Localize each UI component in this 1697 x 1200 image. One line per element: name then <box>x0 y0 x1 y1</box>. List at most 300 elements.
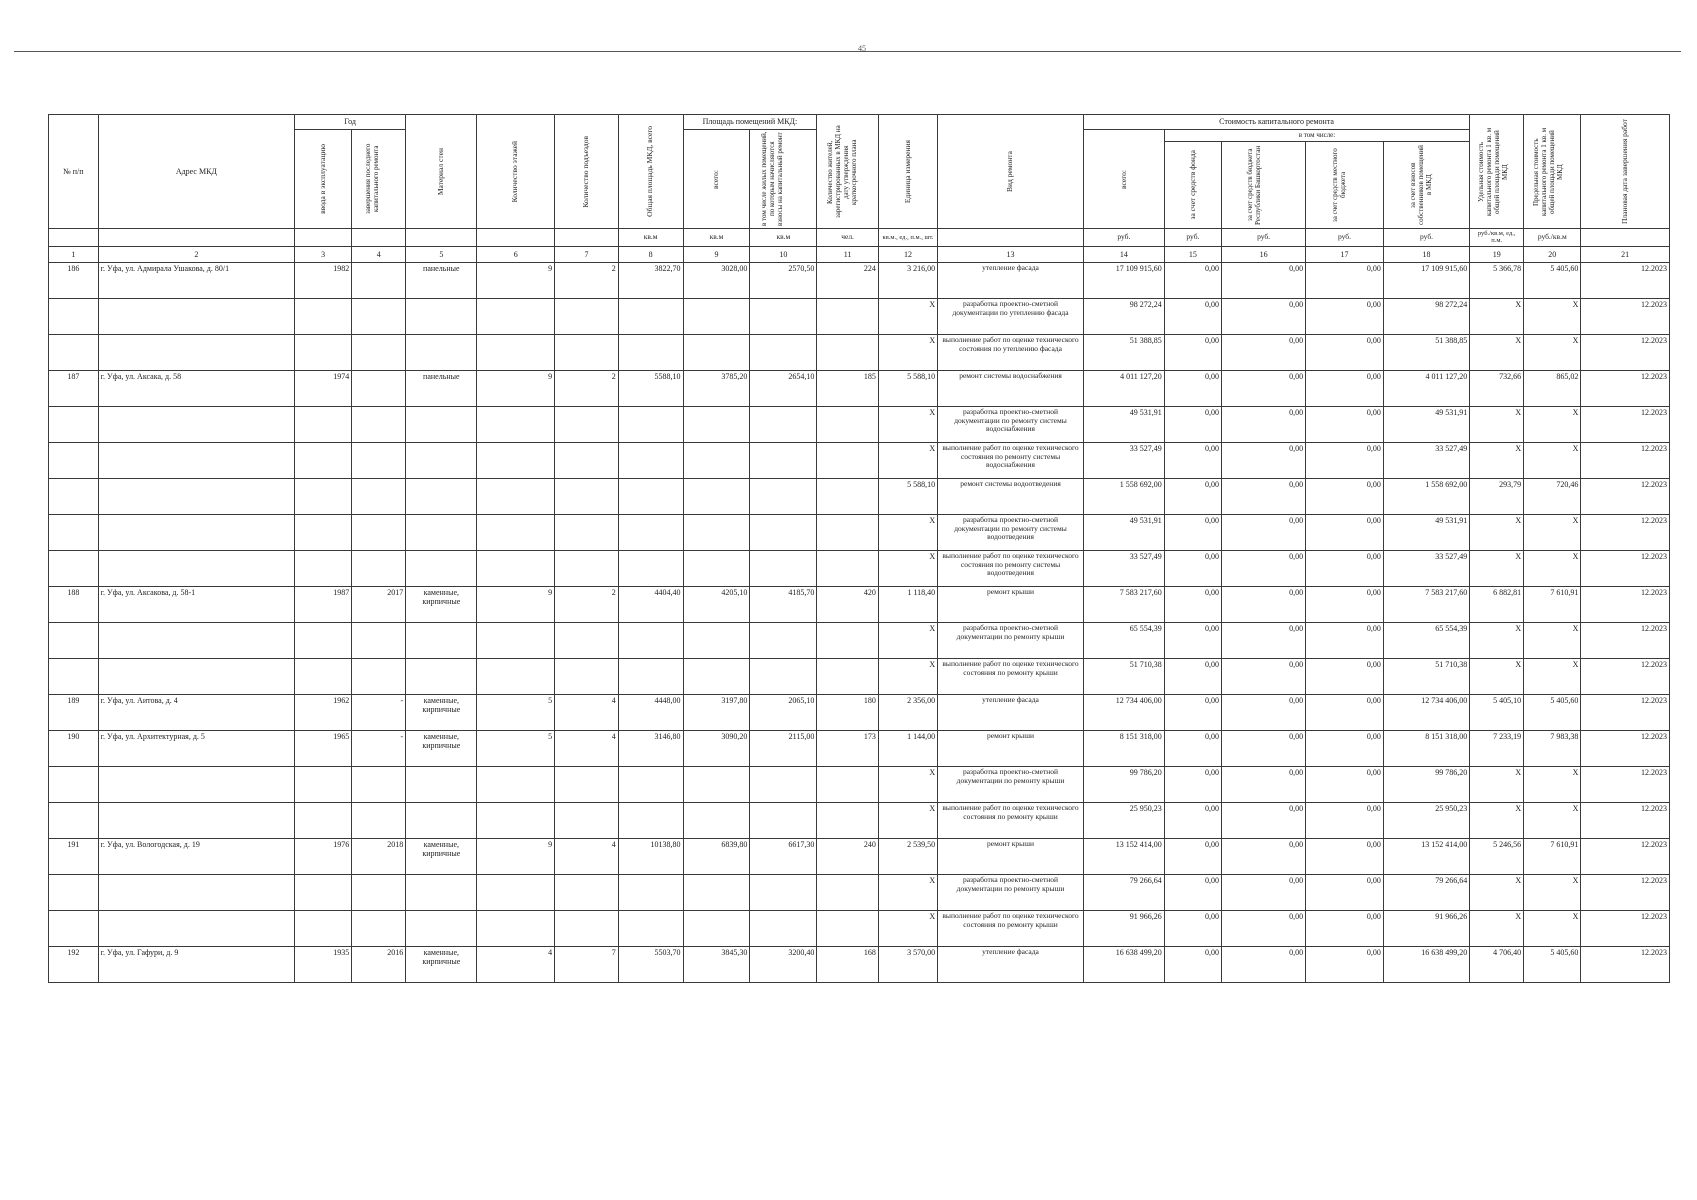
measure-cell: X <box>878 298 937 334</box>
floors-cell: 4 <box>477 946 555 982</box>
header-cost-group: Стоимость капитального ремонта <box>1083 115 1469 130</box>
entrances-cell <box>555 550 619 586</box>
cost-owners-cell: 33 527,49 <box>1383 550 1469 586</box>
col-number: 16 <box>1221 246 1305 262</box>
total-area-cell <box>618 442 683 478</box>
floors-cell <box>477 406 555 442</box>
living-area-cell <box>750 478 817 514</box>
cost-total-cell: 99 786,20 <box>1083 766 1164 802</box>
header-premises-total: всего: <box>683 130 750 229</box>
address-cell: г. Уфа, ул. Аитова, д. 4 <box>98 694 294 730</box>
date-cell: 12.2023 <box>1581 334 1670 370</box>
work-type-cell: разработка проектно-сметной документации по ремонту крыши <box>938 766 1084 802</box>
date-cell: 12.2023 <box>1581 478 1670 514</box>
cost-owners-cell: 98 272,24 <box>1383 298 1469 334</box>
cost-owners-cell: 13 152 414,00 <box>1383 838 1469 874</box>
unit-cost-cell: 4 706,40 <box>1470 946 1524 982</box>
work-type-cell: утепление фасада <box>938 262 1084 298</box>
max-cost-cell: X <box>1524 334 1581 370</box>
unit-cost-cell: X <box>1470 406 1524 442</box>
col-number: 2 <box>98 246 294 262</box>
header-total-area: Общая площадь МКД, всего <box>618 115 683 229</box>
unit-cell: кв.м., ед., п.м., шт. <box>878 229 937 247</box>
residents-cell <box>817 478 879 514</box>
living-area-cell: 2570,50 <box>750 262 817 298</box>
table-row <box>49 766 1670 802</box>
col-number: 13 <box>938 246 1084 262</box>
cost-owners-cell: 49 531,91 <box>1383 514 1469 550</box>
wall-material-cell: каменные, кирпичные <box>406 838 477 874</box>
cost-rb-cell: 0,00 <box>1221 910 1305 946</box>
year-repair-cell <box>352 298 406 334</box>
cost-rb-cell: 0,00 <box>1221 946 1305 982</box>
premises-area-cell <box>683 406 750 442</box>
row-number: 191 <box>49 838 99 874</box>
cost-owners-cell: 33 527,49 <box>1383 442 1469 478</box>
living-area-cell <box>750 514 817 550</box>
entrances-cell <box>555 874 619 910</box>
cost-rb-cell: 0,00 <box>1221 478 1305 514</box>
cost-rb-cell: 0,00 <box>1221 802 1305 838</box>
entrances-cell: 4 <box>555 838 619 874</box>
address-cell <box>98 874 294 910</box>
work-type-cell: выполнение работ по оценке технического состояния по ремонту крыши <box>938 802 1084 838</box>
col-number: 15 <box>1164 246 1221 262</box>
header-date: Плановая дата завершения работ <box>1581 115 1670 229</box>
cost-total-cell: 33 527,49 <box>1083 550 1164 586</box>
cost-total-cell: 79 266,64 <box>1083 874 1164 910</box>
floors-cell <box>477 802 555 838</box>
max-cost-cell: X <box>1524 298 1581 334</box>
unit-cost-cell: 5 366,78 <box>1470 262 1524 298</box>
living-area-cell: 3200,40 <box>750 946 817 982</box>
row-number <box>49 622 99 658</box>
work-type-cell: ремонт крыши <box>938 586 1084 622</box>
unit-cell: кв.м <box>750 229 817 247</box>
table-row <box>49 874 1670 910</box>
date-cell: 12.2023 <box>1581 946 1670 982</box>
year-commission-cell: 1965 <box>295 730 352 766</box>
residents-cell: 420 <box>817 586 879 622</box>
cost-fund-cell: 0,00 <box>1164 910 1221 946</box>
total-area-cell <box>618 334 683 370</box>
work-type-cell: ремонт системы водоснабжения <box>938 370 1084 406</box>
floors-cell <box>477 658 555 694</box>
wall-material-cell: каменные, кирпичные <box>406 730 477 766</box>
year-repair-cell <box>352 262 406 298</box>
cost-fund-cell: 0,00 <box>1164 658 1221 694</box>
row-number <box>49 658 99 694</box>
work-type-cell: утепление фасада <box>938 946 1084 982</box>
premises-area-cell <box>683 442 750 478</box>
table-row <box>49 406 1670 442</box>
floors-cell: 9 <box>477 370 555 406</box>
measure-cell: X <box>878 442 937 478</box>
entrances-cell: 7 <box>555 946 619 982</box>
header-address: Адрес МКД <box>98 115 294 229</box>
total-area-cell <box>618 406 683 442</box>
cost-rb-cell: 0,00 <box>1221 766 1305 802</box>
col-number: 20 <box>1524 246 1581 262</box>
wall-material-cell <box>406 298 477 334</box>
cost-total-cell: 13 152 414,00 <box>1083 838 1164 874</box>
unit-cell: руб. <box>1221 229 1305 247</box>
living-area-cell <box>750 298 817 334</box>
table-row <box>49 658 1670 694</box>
cost-fund-cell: 0,00 <box>1164 406 1221 442</box>
premises-area-cell: 3845,30 <box>683 946 750 982</box>
col-number: 11 <box>817 246 879 262</box>
measure-cell: X <box>878 766 937 802</box>
year-commission-cell <box>295 406 352 442</box>
table-row <box>49 298 1670 334</box>
address-cell <box>98 658 294 694</box>
work-type-cell: разработка проектно-сметной документации по утеплению фасада <box>938 298 1084 334</box>
residents-cell <box>817 514 879 550</box>
row-number: 192 <box>49 946 99 982</box>
max-cost-cell: X <box>1524 550 1581 586</box>
cost-owners-cell: 51 388,85 <box>1383 334 1469 370</box>
wall-material-cell <box>406 622 477 658</box>
entrances-cell <box>555 802 619 838</box>
cost-local-cell: 0,00 <box>1306 514 1384 550</box>
residents-cell: 168 <box>817 946 879 982</box>
table-row <box>49 622 1670 658</box>
cost-local-cell: 0,00 <box>1306 442 1384 478</box>
year-commission-cell <box>295 442 352 478</box>
unit-cost-cell: 732,66 <box>1470 370 1524 406</box>
date-cell: 12.2023 <box>1581 622 1670 658</box>
header-cost-local: за счет средств местного бюджета <box>1306 141 1384 228</box>
floors-cell <box>477 334 555 370</box>
cost-owners-cell: 65 554,39 <box>1383 622 1469 658</box>
residents-cell <box>817 298 879 334</box>
entrances-cell <box>555 298 619 334</box>
date-cell: 12.2023 <box>1581 442 1670 478</box>
cost-fund-cell: 0,00 <box>1164 586 1221 622</box>
row-number <box>49 298 99 334</box>
entrances-cell <box>555 910 619 946</box>
entrances-cell <box>555 442 619 478</box>
work-type-cell: ремонт крыши <box>938 730 1084 766</box>
year-commission-cell: 1935 <box>295 946 352 982</box>
unit-cost-cell: 5 405,10 <box>1470 694 1524 730</box>
header-cost-owners: за счет взносов собственников помещений в МКД <box>1383 141 1469 228</box>
residents-cell: 173 <box>817 730 879 766</box>
max-cost-cell: X <box>1524 514 1581 550</box>
cost-local-cell: 0,00 <box>1306 586 1384 622</box>
cost-total-cell: 1 558 692,00 <box>1083 478 1164 514</box>
page-number: 45 <box>858 44 866 53</box>
cost-total-cell: 65 554,39 <box>1083 622 1164 658</box>
row-number <box>49 478 99 514</box>
floors-cell <box>477 874 555 910</box>
table-row <box>49 334 1670 370</box>
wall-material-cell <box>406 514 477 550</box>
floors-cell <box>477 550 555 586</box>
residents-cell <box>817 874 879 910</box>
residents-cell <box>817 910 879 946</box>
work-type-cell: разработка проектно-сметной документации по ремонту крыши <box>938 874 1084 910</box>
residents-cell <box>817 334 879 370</box>
address-cell <box>98 910 294 946</box>
measure-cell: X <box>878 658 937 694</box>
measure-cell: 5 588,10 <box>878 370 937 406</box>
max-cost-cell: X <box>1524 802 1581 838</box>
premises-area-cell <box>683 550 750 586</box>
header-work: Вид ремонта <box>938 115 1084 229</box>
unit-cell: руб. <box>1164 229 1221 247</box>
col-number: 21 <box>1581 246 1670 262</box>
row-number: 189 <box>49 694 99 730</box>
wall-material-cell <box>406 478 477 514</box>
table-row <box>49 442 1670 478</box>
max-cost-cell: X <box>1524 622 1581 658</box>
date-cell: 12.2023 <box>1581 694 1670 730</box>
year-commission-cell: 1962 <box>295 694 352 730</box>
col-number: 12 <box>878 246 937 262</box>
year-repair-cell: - <box>352 694 406 730</box>
cost-total-cell: 12 734 406,00 <box>1083 694 1164 730</box>
total-area-cell <box>618 802 683 838</box>
table-row <box>49 370 1670 406</box>
unit-cell: руб. <box>1383 229 1469 247</box>
floors-cell: 5 <box>477 730 555 766</box>
col-number: 7 <box>555 246 619 262</box>
residents-cell <box>817 802 879 838</box>
table-row <box>49 802 1670 838</box>
cost-local-cell: 0,00 <box>1306 262 1384 298</box>
premises-area-cell: 4205,10 <box>683 586 750 622</box>
total-area-cell: 5503,70 <box>618 946 683 982</box>
date-cell: 12.2023 <box>1581 874 1670 910</box>
year-repair-cell <box>352 622 406 658</box>
date-cell: 12.2023 <box>1581 298 1670 334</box>
address-cell: г. Уфа, ул. Архитектурная, д. 5 <box>98 730 294 766</box>
cost-fund-cell: 0,00 <box>1164 550 1221 586</box>
cost-owners-cell: 16 638 499,20 <box>1383 946 1469 982</box>
cost-total-cell: 49 531,91 <box>1083 406 1164 442</box>
cost-fund-cell: 0,00 <box>1164 298 1221 334</box>
residents-cell: 224 <box>817 262 879 298</box>
address-cell <box>98 514 294 550</box>
residents-cell <box>817 442 879 478</box>
living-area-cell: 2065,10 <box>750 694 817 730</box>
cost-total-cell: 16 638 499,20 <box>1083 946 1164 982</box>
date-cell: 12.2023 <box>1581 550 1670 586</box>
address-cell <box>98 766 294 802</box>
measure-cell: 3 216,00 <box>878 262 937 298</box>
year-commission-cell <box>295 298 352 334</box>
entrances-cell <box>555 766 619 802</box>
work-type-cell: выполнение работ по оценке технического состояния по ремонту системы водоотведения <box>938 550 1084 586</box>
table-row <box>49 514 1670 550</box>
header-unit-cost: Удельная стоимость капитального ремонта 1 кв. м общей площади помещений МКД <box>1470 115 1524 229</box>
cost-owners-cell: 17 109 915,60 <box>1383 262 1469 298</box>
premises-area-cell: 6839,80 <box>683 838 750 874</box>
cost-total-cell: 91 966,26 <box>1083 910 1164 946</box>
col-number: 19 <box>1470 246 1524 262</box>
residents-cell: 240 <box>817 838 879 874</box>
floors-cell <box>477 514 555 550</box>
max-cost-cell: X <box>1524 442 1581 478</box>
address-cell <box>98 622 294 658</box>
total-area-cell: 3146,80 <box>618 730 683 766</box>
cost-fund-cell: 0,00 <box>1164 370 1221 406</box>
total-area-cell: 3822,70 <box>618 262 683 298</box>
floors-cell <box>477 622 555 658</box>
cost-fund-cell: 0,00 <box>1164 946 1221 982</box>
cost-total-cell: 8 151 318,00 <box>1083 730 1164 766</box>
floors-cell <box>477 910 555 946</box>
total-area-cell <box>618 478 683 514</box>
cost-owners-cell: 12 734 406,00 <box>1383 694 1469 730</box>
unit-cost-cell: X <box>1470 442 1524 478</box>
col-number: 14 <box>1083 246 1164 262</box>
header-premises-group: Площадь помещений МКД: <box>683 115 817 130</box>
unit-cost-cell: X <box>1470 514 1524 550</box>
living-area-cell <box>750 334 817 370</box>
wall-material-cell <box>406 334 477 370</box>
cost-fund-cell: 0,00 <box>1164 514 1221 550</box>
total-area-cell <box>618 298 683 334</box>
header-walls: Материал стен <box>406 115 477 229</box>
unit-cost-cell: X <box>1470 802 1524 838</box>
cost-local-cell: 0,00 <box>1306 478 1384 514</box>
cost-owners-cell: 79 266,64 <box>1383 874 1469 910</box>
table-row <box>49 478 1670 514</box>
date-cell: 12.2023 <box>1581 658 1670 694</box>
floors-cell: 5 <box>477 694 555 730</box>
year-repair-cell: 2017 <box>352 586 406 622</box>
cost-rb-cell: 0,00 <box>1221 838 1305 874</box>
wall-material-cell <box>406 802 477 838</box>
max-cost-cell: 5 405,60 <box>1524 262 1581 298</box>
row-number: 188 <box>49 586 99 622</box>
year-repair-cell: 2018 <box>352 838 406 874</box>
cost-rb-cell: 0,00 <box>1221 586 1305 622</box>
address-cell: г. Уфа, ул. Аксака, д. 58 <box>98 370 294 406</box>
table-row <box>49 262 1670 298</box>
date-cell: 12.2023 <box>1581 406 1670 442</box>
year-repair-cell <box>352 406 406 442</box>
year-commission-cell: 1982 <box>295 262 352 298</box>
premises-area-cell: 3028,00 <box>683 262 750 298</box>
measure-cell: 1 118,40 <box>878 586 937 622</box>
date-cell: 12.2023 <box>1581 730 1670 766</box>
entrances-cell <box>555 622 619 658</box>
table-row <box>49 586 1670 622</box>
col-number: 17 <box>1306 246 1384 262</box>
address-cell: г. Уфа, ул. Адмирала Ушакова, д. 80/1 <box>98 262 294 298</box>
year-repair-cell <box>352 334 406 370</box>
header-cost-total: всего: <box>1083 130 1164 229</box>
cost-owners-cell: 1 558 692,00 <box>1383 478 1469 514</box>
cost-fund-cell: 0,00 <box>1164 334 1221 370</box>
cost-local-cell: 0,00 <box>1306 622 1384 658</box>
date-cell: 12.2023 <box>1581 370 1670 406</box>
wall-material-cell <box>406 766 477 802</box>
row-number: 186 <box>49 262 99 298</box>
total-area-cell: 10138,80 <box>618 838 683 874</box>
year-commission-cell <box>295 910 352 946</box>
cost-owners-cell: 25 950,23 <box>1383 802 1469 838</box>
work-type-cell: разработка проектно-сметной документации по ремонту системы водоотведения <box>938 514 1084 550</box>
row-number <box>49 766 99 802</box>
cost-local-cell: 0,00 <box>1306 802 1384 838</box>
living-area-cell <box>750 766 817 802</box>
entrances-cell: 2 <box>555 586 619 622</box>
max-cost-cell: 720,46 <box>1524 478 1581 514</box>
header-incl: в том числе: <box>1164 130 1469 142</box>
max-cost-cell: 7 610,91 <box>1524 586 1581 622</box>
work-type-cell: утепление фасада <box>938 694 1084 730</box>
row-number <box>49 550 99 586</box>
year-commission-cell <box>295 334 352 370</box>
address-cell: г. Уфа, ул. Гафури, д. 9 <box>98 946 294 982</box>
date-cell: 12.2023 <box>1581 514 1670 550</box>
living-area-cell <box>750 442 817 478</box>
header-premises-living: в том числе жилых помещений, по которым начисляются взносы на капитальный ремонт <box>750 130 817 229</box>
cost-owners-cell: 7 583 217,60 <box>1383 586 1469 622</box>
unit-cost-cell: X <box>1470 658 1524 694</box>
table-row <box>49 838 1670 874</box>
measure-cell: X <box>878 550 937 586</box>
col-number: 6 <box>477 246 555 262</box>
max-cost-cell: X <box>1524 658 1581 694</box>
column-numbers-row <box>49 246 1670 262</box>
cost-owners-cell: 49 531,91 <box>1383 406 1469 442</box>
measure-cell: 1 144,00 <box>878 730 937 766</box>
total-area-cell: 4404,40 <box>618 586 683 622</box>
max-cost-cell: X <box>1524 910 1581 946</box>
row-number <box>49 802 99 838</box>
measure-cell: 3 570,00 <box>878 946 937 982</box>
measure-cell: X <box>878 334 937 370</box>
living-area-cell <box>750 622 817 658</box>
total-area-cell <box>618 658 683 694</box>
row-number <box>49 514 99 550</box>
year-commission-cell: 1976 <box>295 838 352 874</box>
cost-local-cell: 0,00 <box>1306 406 1384 442</box>
max-cost-cell: 5 405,60 <box>1524 946 1581 982</box>
cost-local-cell: 0,00 <box>1306 658 1384 694</box>
total-area-cell <box>618 874 683 910</box>
year-repair-cell <box>352 874 406 910</box>
cost-local-cell: 0,00 <box>1306 838 1384 874</box>
date-cell: 12.2023 <box>1581 766 1670 802</box>
date-cell: 12.2023 <box>1581 586 1670 622</box>
col-number: 5 <box>406 246 477 262</box>
unit-cost-cell: X <box>1470 766 1524 802</box>
unit-cell: руб. <box>1306 229 1384 247</box>
year-repair-cell: 2016 <box>352 946 406 982</box>
col-number: 18 <box>1383 246 1469 262</box>
unit-cost-cell: X <box>1470 334 1524 370</box>
cost-owners-cell: 99 786,20 <box>1383 766 1469 802</box>
year-repair-cell <box>352 442 406 478</box>
max-cost-cell: 7 983,38 <box>1524 730 1581 766</box>
total-area-cell: 4448,00 <box>618 694 683 730</box>
living-area-cell <box>750 910 817 946</box>
cost-total-cell: 51 710,38 <box>1083 658 1164 694</box>
year-repair-cell <box>352 910 406 946</box>
premises-area-cell: 3197,80 <box>683 694 750 730</box>
total-area-cell <box>618 550 683 586</box>
year-repair-cell <box>352 766 406 802</box>
max-cost-cell: 865,02 <box>1524 370 1581 406</box>
work-type-cell: ремонт системы водоотведения <box>938 478 1084 514</box>
